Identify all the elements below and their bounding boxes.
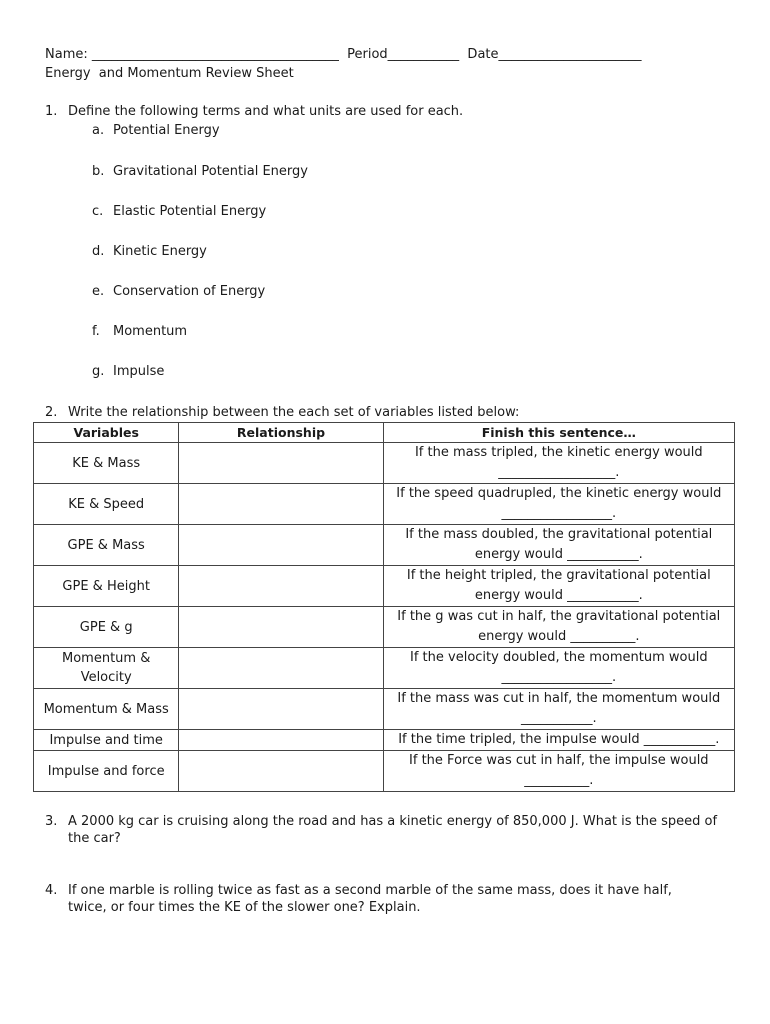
variables-cell: Impulse and force [34, 751, 179, 792]
term-gravitational-potential-energy: b. Gravitational Potential Energy [92, 164, 308, 179]
variables-cell: GPE & Height [34, 566, 179, 607]
sheet-title: Energy and Momentum Review Sheet [45, 66, 294, 81]
question-text: If one marble is rolling twice as fast as a second marble of the same mass, does it have half, twice, or four times the KE of the slower one? Explain. [68, 883, 672, 915]
relationship-answer-cell[interactable] [179, 443, 383, 484]
term-impulse: g. Impulse [92, 364, 165, 379]
question-number: 3. [45, 814, 58, 829]
variables-cell: GPE & Mass [34, 525, 179, 566]
table-row [34, 607, 735, 648]
table-row [34, 648, 735, 689]
name-period-date-line: Name: ______________________________________ Period___________ Date______________________ [45, 47, 642, 62]
table-row [34, 443, 735, 484]
finish-sentence-cell: If the time tripled, the impulse would ___________. [383, 730, 734, 751]
relationship-answer-cell[interactable] [179, 751, 383, 792]
question-text: A 2000 kg car is cruising along the road and has a kinetic energy of 850,000 J. What is the speed of the car? [68, 814, 718, 846]
question-number: 2. [45, 405, 58, 420]
question-2 [45, 404, 725, 421]
finish-sentence-cell: If the height tripled, the gravitational potential energy would ___________. [383, 566, 734, 607]
relationship-answer-cell[interactable] [179, 730, 383, 751]
relationship-answer-cell[interactable] [179, 689, 383, 730]
relationship-table [33, 422, 735, 792]
variables-cell: Impulse and time [34, 730, 179, 751]
table-row [34, 484, 735, 525]
question-number: 1. [45, 104, 58, 119]
variables-cell: Momentum & Velocity [34, 648, 179, 689]
question-4 [45, 882, 725, 916]
relationship-answer-cell[interactable] [179, 607, 383, 648]
table-row [34, 730, 735, 751]
term-momentum: f. Momentum [92, 324, 188, 339]
relationship-answer-cell[interactable] [179, 484, 383, 525]
table-row [34, 525, 735, 566]
finish-sentence-cell: If the mass doubled, the gravitational potential energy would ___________. [383, 525, 734, 566]
variables-cell: GPE & g [34, 607, 179, 648]
question-text: Define the following terms and what units are used for each. [68, 104, 464, 119]
term-conservation-of-energy: e. Conservation of Energy [92, 284, 266, 299]
header-variables: Variables [34, 423, 179, 443]
variables-cell: KE & Speed [34, 484, 179, 525]
question-text: Write the relationship between the each set of variables listed below: [68, 405, 520, 420]
term-kinetic-energy: d. Kinetic Energy [92, 244, 207, 259]
table-row [34, 751, 735, 792]
finish-sentence-cell: If the speed quadrupled, the kinetic energy would _________________. [383, 484, 734, 525]
term-elastic-potential-energy: c. Elastic Potential Energy [92, 204, 267, 219]
relationship-answer-cell[interactable] [179, 648, 383, 689]
finish-sentence-cell: If the Force was cut in half, the impulse would __________. [383, 751, 734, 792]
question-3 [45, 813, 725, 847]
term-potential-energy: a. Potential Energy [92, 123, 220, 138]
question-number: 4. [45, 883, 58, 898]
table-header-row [34, 423, 735, 443]
relationship-answer-cell[interactable] [179, 566, 383, 607]
finish-sentence-cell: If the g was cut in half, the gravitational potential energy would __________. [383, 607, 734, 648]
relationship-answer-cell[interactable] [179, 525, 383, 566]
table-row [34, 689, 735, 730]
header-finish-sentence: Finish this sentence… [383, 423, 734, 443]
header-relationship: Relationship [179, 423, 383, 443]
finish-sentence-cell: If the velocity doubled, the momentum would _________________. [383, 648, 734, 689]
finish-sentence-cell: If the mass was cut in half, the momentum would ___________. [383, 689, 734, 730]
finish-sentence-cell: If the mass tripled, the kinetic energy would __________________. [383, 443, 734, 484]
variables-cell: KE & Mass [34, 443, 179, 484]
variables-cell: Momentum & Mass [34, 689, 179, 730]
table-row [34, 566, 735, 607]
question-1 [45, 103, 725, 120]
